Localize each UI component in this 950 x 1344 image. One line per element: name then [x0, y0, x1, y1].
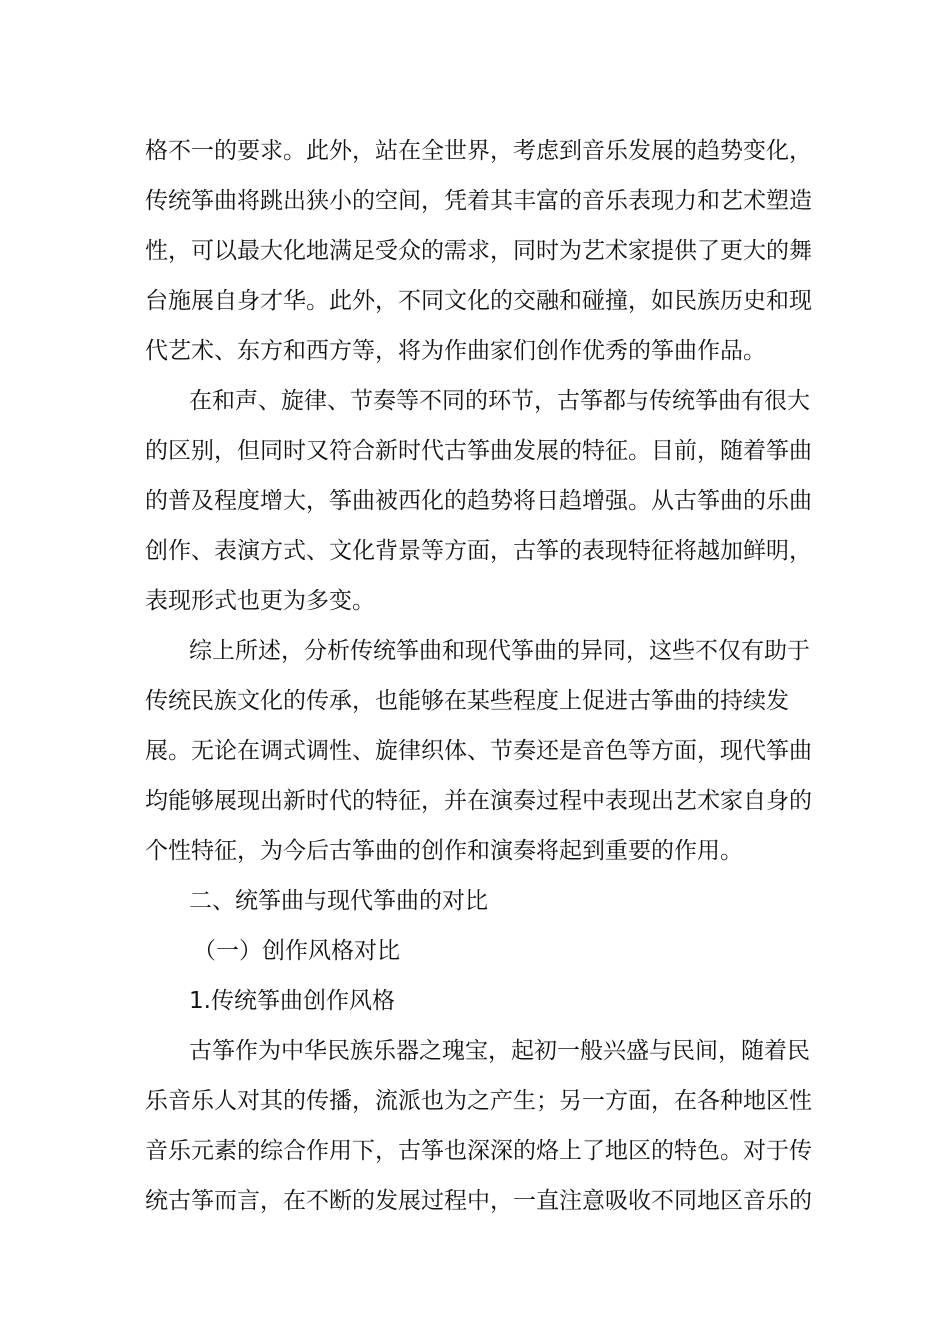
- text-line: 代艺术、东方和西方等，将为作曲家们创作优秀的筝曲作品。: [145, 338, 766, 364]
- paragraph-start-line: 古筝作为中华民族乐器之瑰宝，起初一般兴盛与民间，随着民: [189, 1038, 810, 1064]
- text-line: 台施展自身才华。此外，不同文化的交融和碰撞，如民族历史和现: [145, 288, 812, 314]
- text-line: 表现形式也更为多变。: [145, 588, 375, 614]
- text-line: 均能够展现出新时代的特征，并在演奏过程中表现出艺术家自身的: [145, 788, 812, 814]
- paragraph-start-line: 在和声、旋律、节奏等不同的环节，古筝都与传统筝曲有很大: [189, 388, 810, 414]
- text-line: 统古筝而言，在不断的发展过程中，一直注意吸收不同地区音乐的: [145, 1188, 812, 1214]
- paragraph-start-line: 综上所述，分析传统筝曲和现代筝曲的异同，这些不仅有助于: [189, 638, 810, 664]
- text-line: 格不一的要求。此外，站在全世界，考虑到音乐发展的趋势变化，: [145, 138, 812, 164]
- text-line: 性，可以最大化地满足受众的需求，同时为艺术家提供了更大的舞: [145, 238, 812, 264]
- body-text: [145, 126, 812, 1226]
- text-line: 音乐元素的综合作用下，古筝也深深的烙上了地区的特色。对于传: [145, 1138, 812, 1164]
- text-line: 传统筝曲将跳出狭小的空间，凭着其丰富的音乐表现力和艺术塑造: [145, 188, 812, 214]
- subsection-heading: （一）创作风格对比: [193, 938, 400, 964]
- text-line: 展。无论在调式调性、旋律织体、节奏还是音色等方面，现代筝曲: [145, 738, 812, 764]
- section-heading: 二、统筝曲与现代筝曲的对比: [189, 888, 488, 914]
- text-line: 的普及程度增大，筝曲被西化的趋势将日趋增强。从古筝曲的乐曲: [145, 488, 812, 514]
- text-line: 传统民族文化的传承，也能够在某些程度上促进古筝曲的持续发: [145, 688, 789, 714]
- sub-subsection-heading: 1.传统筝曲创作风格: [189, 988, 395, 1014]
- text-line: 个性特征，为今后古筝曲的创作和演奏将起到重要的作用。: [145, 838, 743, 864]
- text-line: 创作、表演方式、文化背景等方面，古筝的表现特征将越加鲜明，: [145, 538, 812, 564]
- text-line: 乐音乐人对其的传播，流派也为之产生；另一方面，在各种地区性: [145, 1088, 812, 1114]
- text-line: 的区别，但同时又符合新时代古筝曲发展的特征。目前，随着筝曲: [145, 438, 812, 464]
